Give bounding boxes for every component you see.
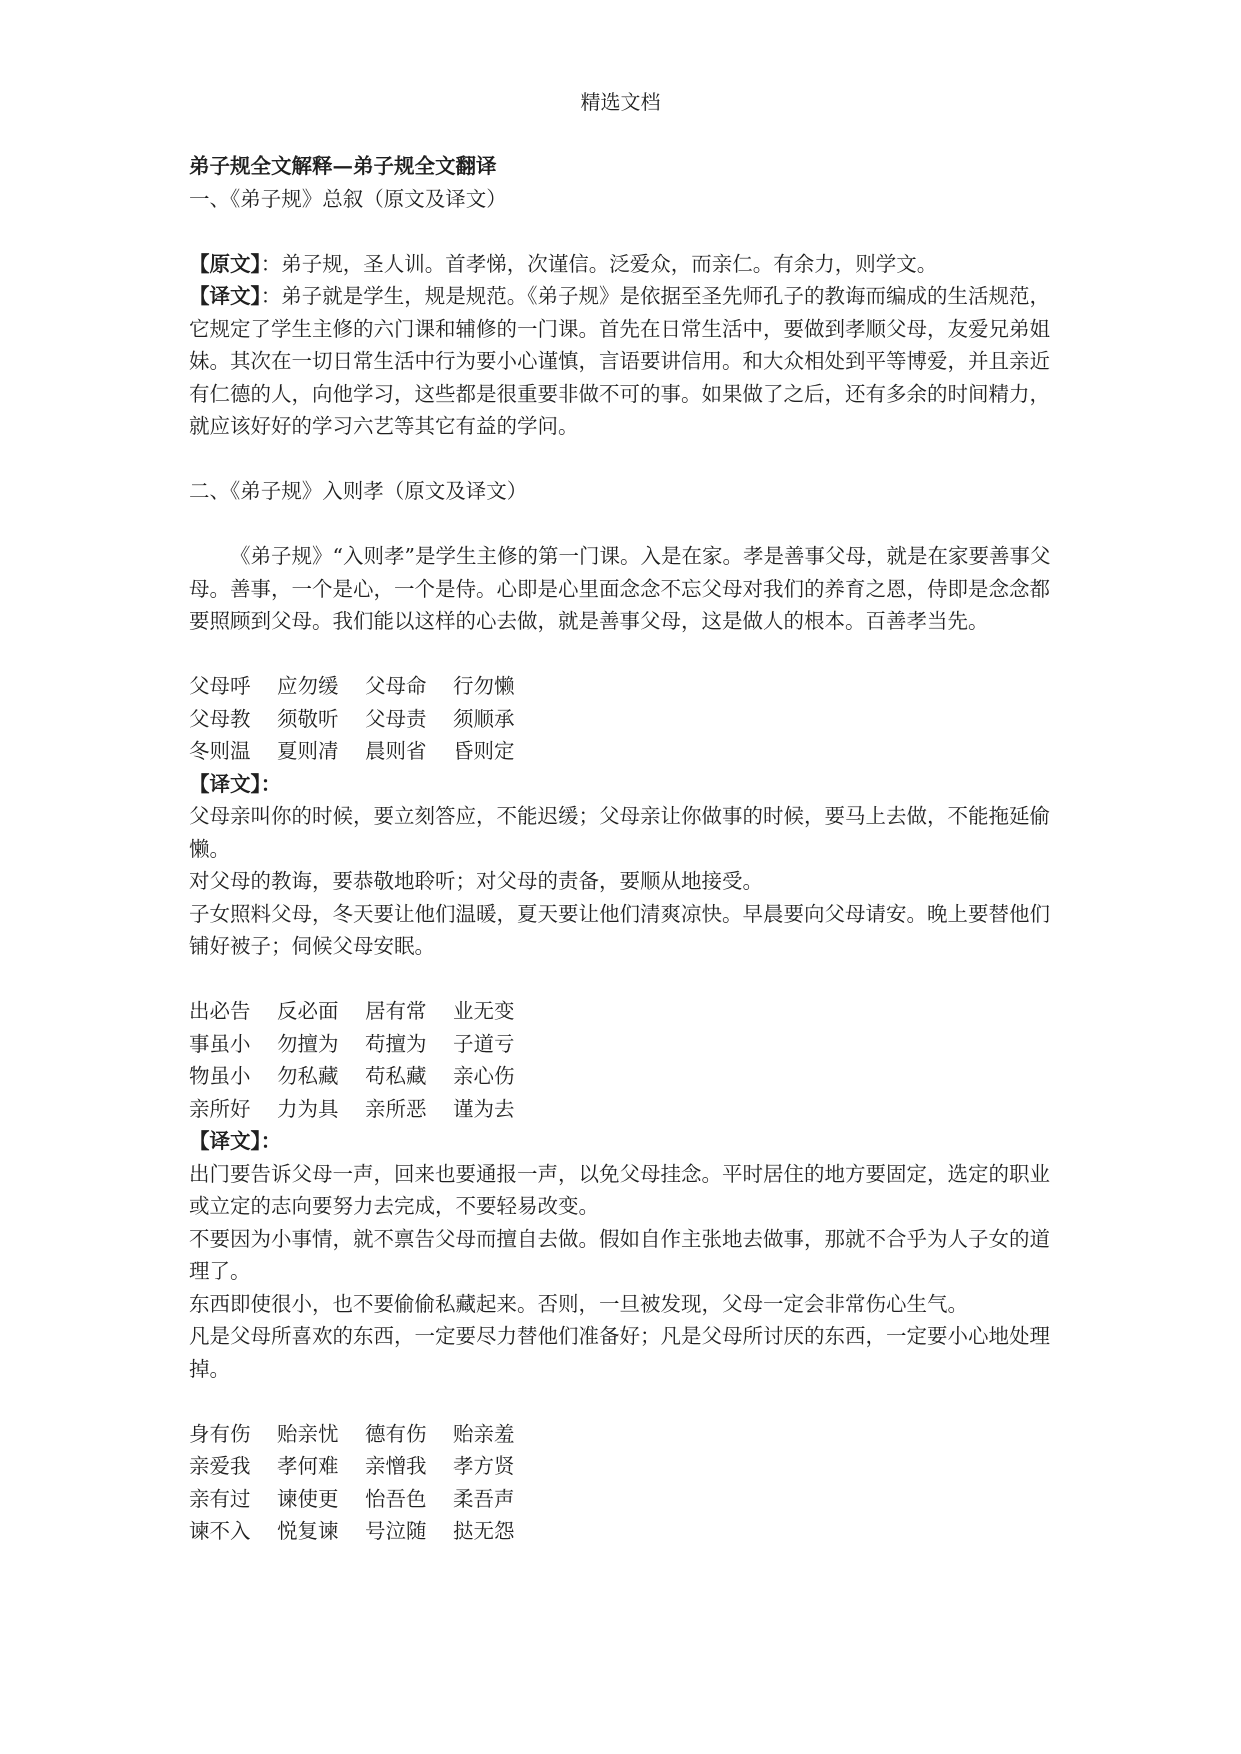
block2-translation-label: 【译文】： (189, 1129, 282, 1153)
verse-group-2 (189, 995, 1059, 1125)
verse-line (189, 670, 1059, 703)
verse-phrase: 孝何难 (277, 1454, 339, 1478)
verse-phrase: 父母责 (365, 706, 427, 731)
verse-phrase: 昏则定 (453, 739, 515, 763)
verse-phrase: 亲憎我 (365, 1454, 427, 1478)
verse-phrase: 物虽小 (189, 1064, 251, 1088)
verse-phrase: 父母教 (189, 706, 251, 731)
verse-line (189, 1450, 1059, 1483)
original-text: ：弟子规，圣人训。首孝悌，次谨信。泛爱众，而亲仁。有余力，则学文。 (260, 251, 938, 276)
verse-phrase: 父母呼 (189, 674, 251, 698)
verse-phrase: 须顺承 (453, 706, 515, 731)
verse-phrase: 勿私藏 (277, 1064, 339, 1088)
verse-phrase: 德有伤 (365, 1421, 427, 1446)
verse-line (189, 1483, 1059, 1516)
verse-phrase: 亲心伤 (453, 1064, 515, 1088)
verse-phrase: 晨则省 (365, 739, 427, 763)
block1-translation-line: 子女照料父母，冬天要让他们温暖，夏天要让他们清爽凉快。早晨要向父母请安。晚上要替他们铺好被子；伺候父母安眠。 (189, 901, 1050, 958)
block2-translation-line: 不要因为小事情，就不禀告父母而擅自去做。假如自作主张地去做事，那就不合乎为人子女的道理了。 (189, 1226, 1050, 1283)
verse-phrase: 夏则凊 (277, 739, 339, 763)
verse-phrase: 居有常 (365, 999, 427, 1023)
verse-phrase: 亲所恶 (365, 1096, 427, 1121)
verse-group-1 (189, 670, 1059, 768)
verse-phrase: 亲爱我 (189, 1454, 251, 1478)
verse-phrase: 孝方贤 (453, 1454, 515, 1478)
section2-heading: 二、《弟子规》入则孝（原文及译文） (189, 479, 528, 503)
verse-phrase: 亲所好 (189, 1096, 251, 1121)
block2-translation-line: 凡是父母所喜欢的东西，一定要尽力替他们准备好；凡是父母所讨厌的东西，一定要小心地处理掉。 (189, 1324, 1050, 1381)
block1-translation-line: 父母亲叫你的时候，要立刻答应，不能迟缓；父母亲让你做事的时候，要马上去做，不能拖延偷懒。 (189, 804, 1050, 861)
verse-line (189, 1093, 1059, 1126)
verse-phrase: 谨为去 (453, 1096, 515, 1121)
verse-phrase: 号泣随 (365, 1519, 427, 1543)
original-label: 【原文】 (189, 251, 261, 276)
block1-translation-line: 对父母的教诲，要恭敬地聆听；对父母的责备，要顺从地接受。 (189, 869, 763, 893)
verse-phrase: 父母命 (365, 674, 427, 698)
verse-phrase: 苟私藏 (365, 1064, 427, 1088)
block2-translation-line: 东西即使很小，也不要偷偷私藏起来。否则，一旦被发现，父母一定会非常伤心生气。 (189, 1291, 968, 1316)
document-title: 弟子规全文解释—弟子规全文翻译 (189, 154, 497, 178)
section1-translation (189, 280, 1059, 443)
verse-phrase: 苟擅为 (365, 1031, 427, 1056)
verse-line (189, 1418, 1059, 1451)
verse-line (189, 735, 1059, 768)
verse-phrase: 子道亏 (453, 1031, 515, 1056)
verse-line (189, 1028, 1059, 1061)
verse-phrase: 行勿懒 (453, 674, 515, 698)
section1-original (189, 248, 1059, 281)
verse-phrase: 勿擅为 (277, 1031, 339, 1056)
translation-text: ：弟子就是学生，规是规范。《弟子规》是依据至圣先师孔子的教诲而编成的生活规范，它规定了学生主修的六门课和辅修的一门课。首先在日常生活中，要做到孝顺父母，友爱兄弟姐妹。其次在一切日常生活中行为要小心谨慎，言语要讲信用。和大众相处到平等博爱，并且亲近有仁德的人，向他学习，这些都是很重要非做不可的事。如果做了之后，还有多余的时间精力，就应该好好的学习六艺等其它有益的学问。 (189, 284, 1050, 438)
verse-phrase: 冬则温 (189, 739, 251, 763)
verse-phrase: 反必面 (277, 999, 339, 1023)
verse-phrase: 谏使更 (277, 1486, 339, 1511)
verse-phrase: 柔吾声 (453, 1486, 515, 1511)
block2-translation-line: 出门要告诉父母一声，回来也要通报一声，以免父母挂念。平时居住的地方要固定，选定的职业或立定的志向要努力去完成，不要轻易改变。 (189, 1161, 1050, 1218)
verse-phrase: 出必告 (189, 999, 251, 1023)
verse-phrase: 谏不入 (189, 1519, 251, 1543)
verse-phrase: 业无变 (453, 999, 515, 1023)
section1-heading: 一、《弟子规》总叙（原文及译文） (189, 186, 507, 211)
verse-phrase: 应勿缓 (277, 674, 339, 698)
verse-phrase: 贻亲羞 (453, 1421, 515, 1446)
verse-line (189, 1060, 1059, 1093)
section2-intro: 《弟子规》“入则孝”是学生主修的第一门课。入是在家。孝是善事父母，就是在家要善事父母。善事，一个是心，一个是侍。心即是心里面念念不忘父母对我们的养育之恩，侍即是念念都要照顾到父母。我们能以这样的心去做，就是善事父母，这是做人的根本。百善孝当先。 (189, 544, 1051, 633)
running-header: 精选文档 (580, 90, 661, 114)
verse-phrase: 悦复谏 (277, 1519, 339, 1543)
verse-phrase: 身有伤 (189, 1421, 251, 1446)
document-body (189, 150, 1059, 1548)
verse-line (189, 1515, 1059, 1548)
verse-phrase: 力为具 (277, 1096, 339, 1121)
block1-translation-label: 【译文】： (189, 771, 282, 796)
verse-phrase: 亲有过 (189, 1486, 251, 1511)
translation-label: 【译文】 (189, 284, 261, 308)
verse-line (189, 995, 1059, 1028)
verse-phrase: 怡吾色 (365, 1486, 427, 1511)
verse-phrase: 贻亲忧 (277, 1421, 339, 1446)
verse-line (189, 703, 1059, 736)
verse-phrase: 挞无怨 (453, 1519, 515, 1543)
verse-phrase: 须敬听 (277, 706, 339, 731)
verse-group-3 (189, 1418, 1059, 1548)
verse-phrase: 事虽小 (189, 1031, 251, 1056)
